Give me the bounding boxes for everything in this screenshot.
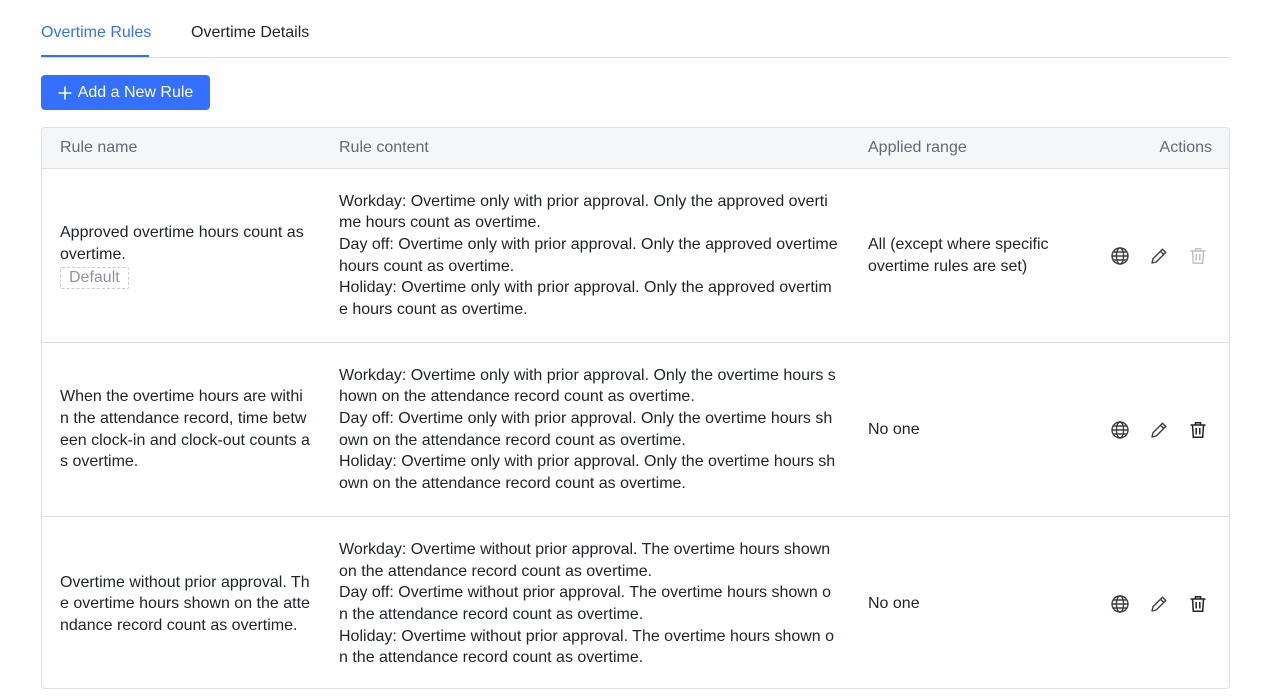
plus-icon: [58, 86, 72, 100]
pencil-icon[interactable]: [1149, 420, 1169, 440]
rule-content-day-off: Day off: Overtime only with prior approval. Only the approved overtime hours count as overtime.: [339, 235, 838, 275]
trash-icon[interactable]: [1188, 594, 1208, 614]
rule-name: Overtime without prior approval. The overtime hours shown on the attendance record count as overtime.: [60, 573, 310, 634]
table-header: [42, 128, 1229, 169]
trash-icon[interactable]: [1188, 246, 1208, 266]
rule-content-cell: [339, 343, 839, 516]
rule-content-day-off: Day off: Overtime only with prior approval. Only the overtime hours shown on the attendance record count as overtime.: [339, 409, 833, 449]
globe-icon[interactable]: [1110, 246, 1130, 266]
tab-bar: [41, 0, 1230, 58]
rule-name-cell: [60, 517, 310, 689]
rule-content-day-off: Day off: Overtime without prior approval. The overtime hours shown on the attendance record count as overtime.: [339, 584, 832, 623]
rule-name-cell: [60, 343, 310, 516]
applied-range-cell: [868, 343, 1068, 516]
applied-range: All (except where specific overtime rules are set): [868, 235, 1049, 275]
header-rule-name: Rule name: [60, 139, 138, 156]
table-row: [42, 517, 1229, 689]
row-actions: [1110, 517, 1210, 689]
add-rule-button[interactable]: [41, 75, 210, 110]
row-actions: [1110, 343, 1210, 516]
rule-content-workday: Workday: Overtime without prior approval. The overtime hours shown on the attendance record count as overtime.: [339, 541, 831, 580]
rule-name-cell: [60, 169, 310, 342]
rule-content-cell: [339, 517, 839, 689]
default-badge: Default: [60, 267, 129, 289]
globe-icon[interactable]: [1110, 594, 1130, 614]
applied-range: No one: [868, 595, 920, 613]
pencil-icon[interactable]: [1149, 594, 1169, 614]
rule-content-holiday: Holiday: Overtime without prior approval. The overtime hours shown on the attendance record count as overtime.: [339, 627, 835, 667]
globe-icon[interactable]: [1110, 420, 1130, 440]
rule-content-holiday: Holiday: Overtime only with prior approval. Only the overtime hours shown on the attendance record count as overtime.: [339, 453, 836, 492]
rule-name: Approved overtime hours count as overtime.: [60, 223, 304, 263]
applied-range-cell: [868, 169, 1068, 342]
rule-name: When the overtime hours are within the attendance record, time between clock-in and clock-out counts as overtime.: [60, 388, 310, 471]
tab-overtime-details[interactable]: Overtime Details: [191, 24, 310, 41]
active-tab-indicator: [41, 55, 149, 57]
rule-content-cell: [339, 169, 839, 342]
header-rule-content: Rule content: [339, 139, 429, 156]
applied-range-cell: [868, 517, 1068, 689]
add-rule-label: Add a New Rule: [77, 83, 194, 101]
header-actions: Actions: [1159, 139, 1212, 156]
row-actions: [1110, 169, 1210, 342]
rule-content-workday: Workday: Overtime only with prior approval. Only the overtime hours shown on the attendance record count as overtime.: [339, 366, 836, 406]
rule-content-workday: Workday: Overtime only with prior approval. Only the approved overtime hours count as overtime.: [339, 192, 828, 232]
table-row: [42, 169, 1229, 343]
rules-table: [41, 127, 1230, 689]
pencil-icon[interactable]: [1149, 246, 1169, 266]
table-row: [42, 343, 1229, 517]
tab-overtime-rules[interactable]: Overtime Rules: [41, 24, 152, 41]
applied-range: No one: [868, 420, 920, 438]
header-applied-range: Applied range: [868, 139, 967, 156]
trash-icon[interactable]: [1188, 420, 1208, 440]
rule-content-holiday: Holiday: Overtime only with prior approval. Only the approved overtime hours count as overtime.: [339, 279, 832, 318]
